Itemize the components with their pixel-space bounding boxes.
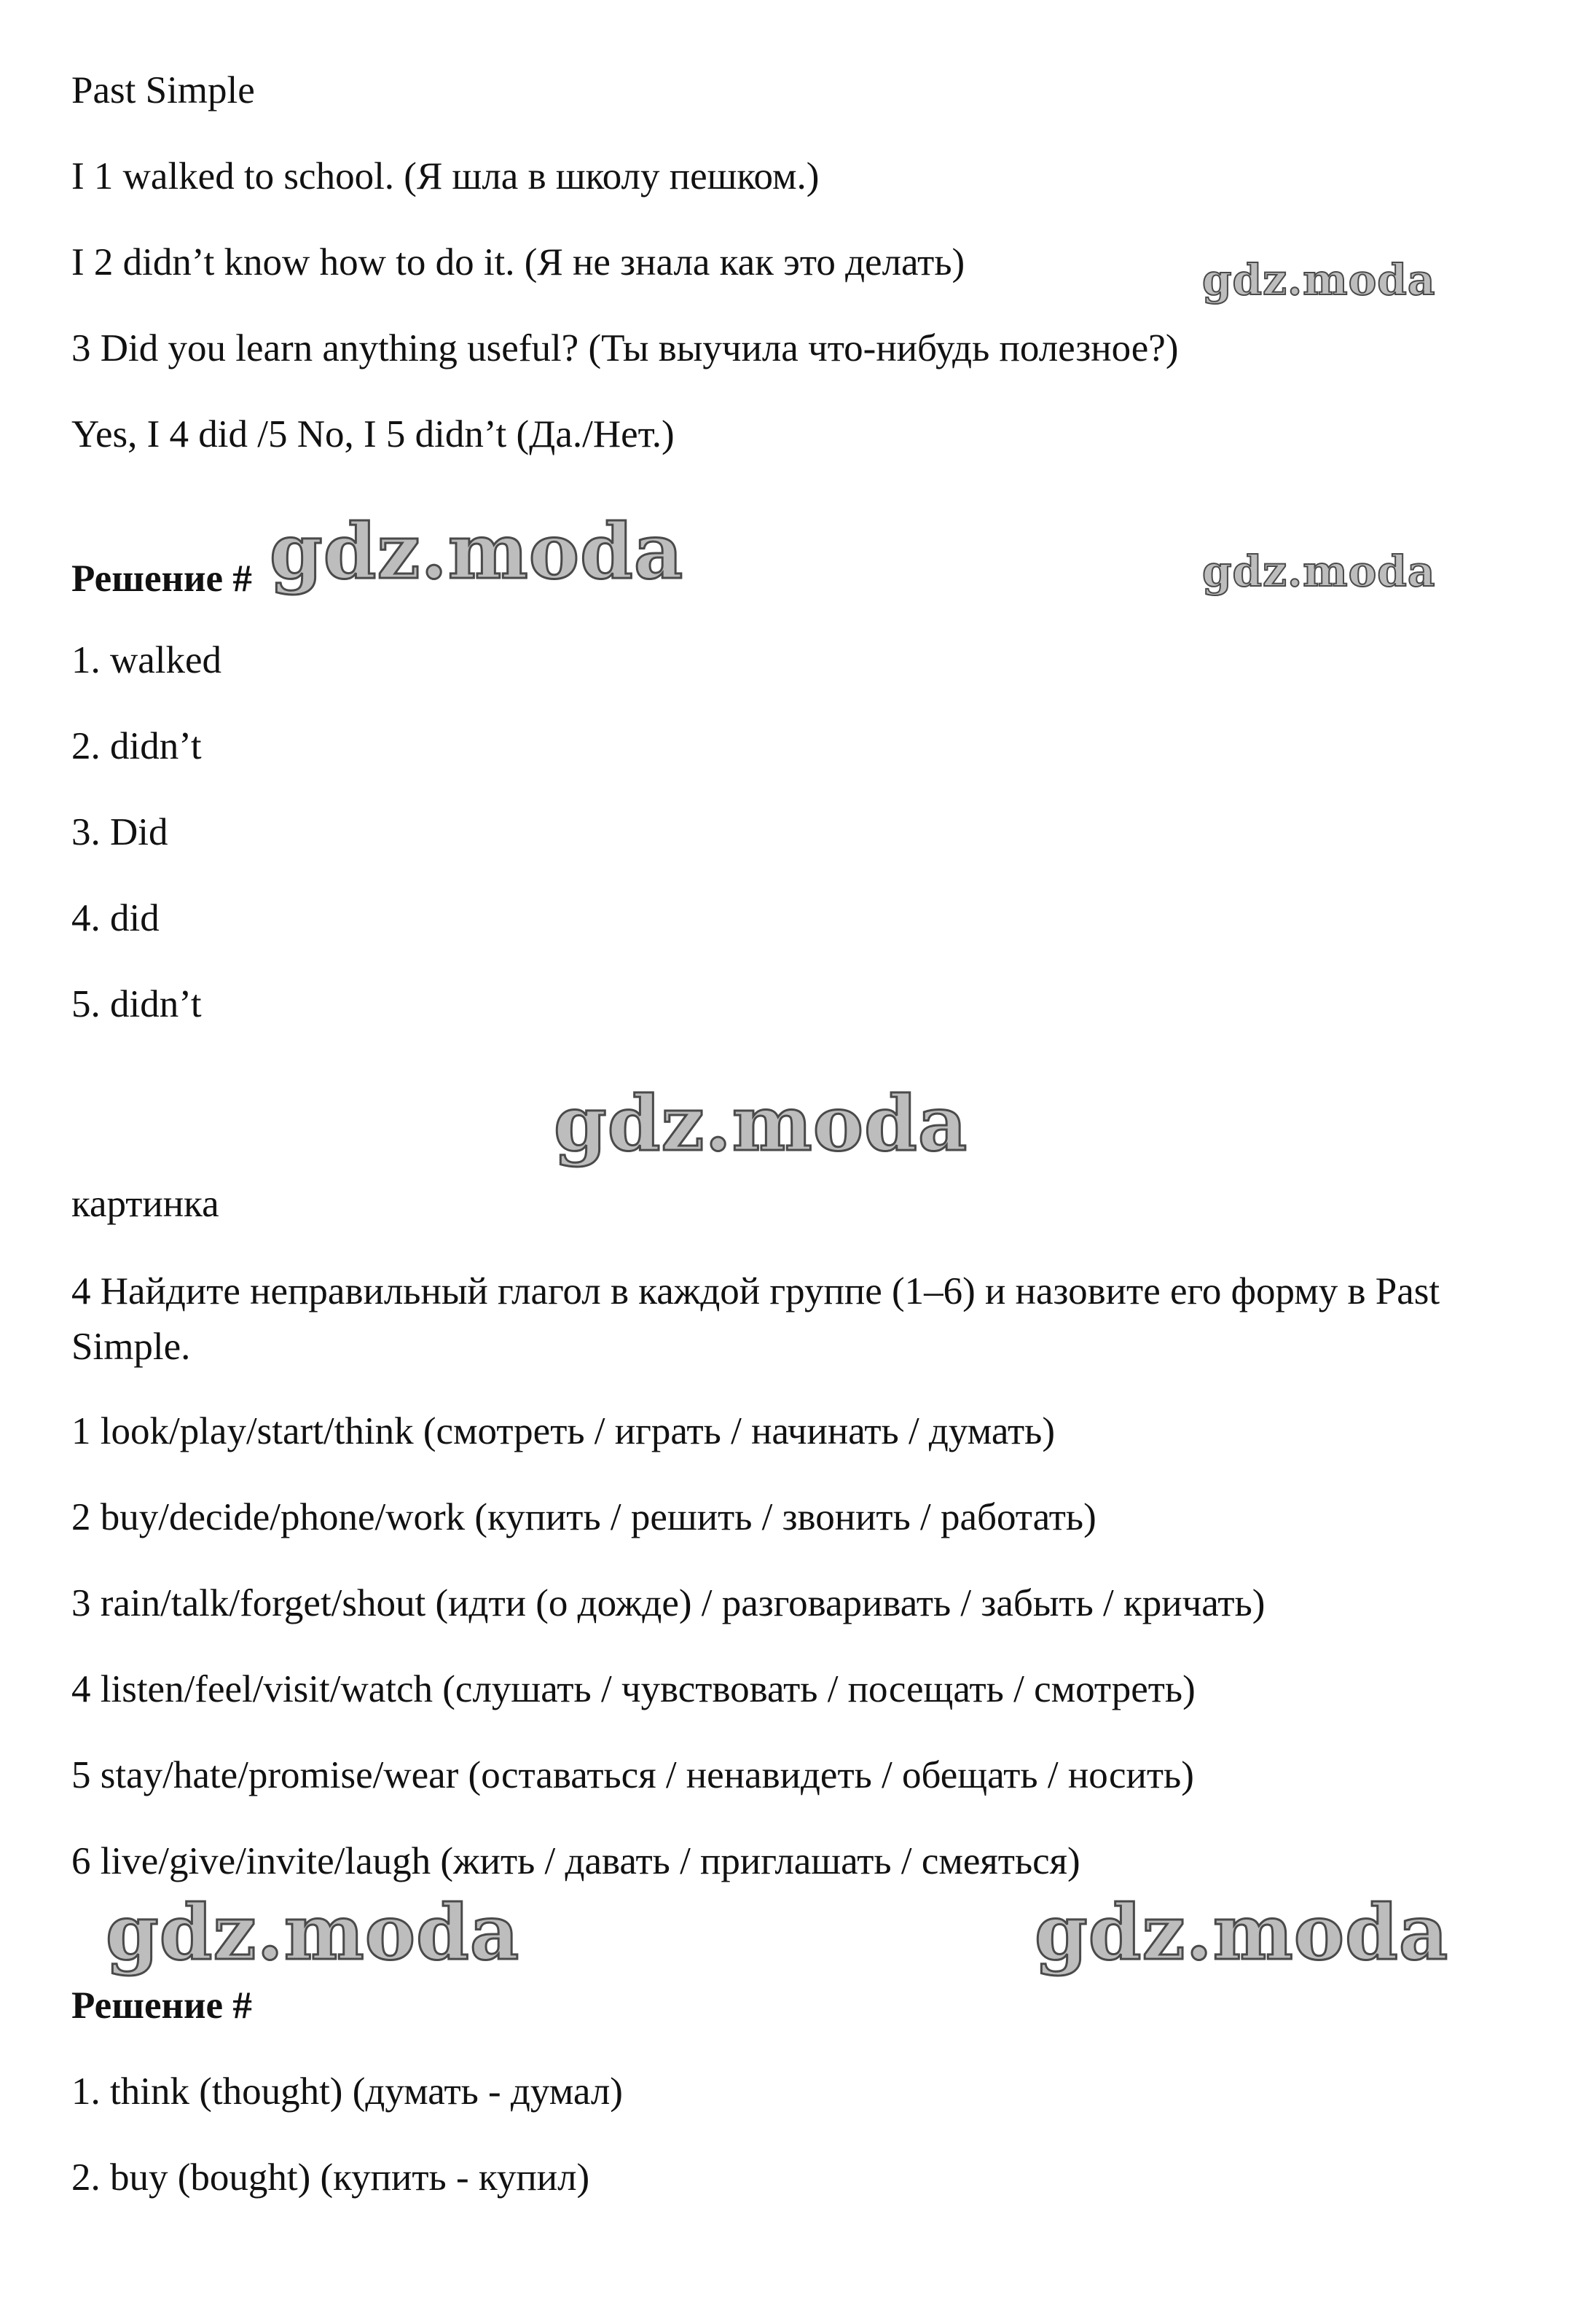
- watermark-logo: gdz.moda: [106, 1887, 520, 1977]
- watermark-logo: gdz.moda: [1035, 1887, 1449, 1977]
- solution-heading: Решение #: [71, 1984, 252, 2027]
- answer-item: 2. buy (bought) (купить - купил): [71, 2156, 590, 2199]
- task-item: 1 look/play/start/think (смотреть / играть / начинать / думать): [71, 1410, 1055, 1452]
- answer-item: 1. walked: [71, 639, 222, 681]
- exercise-line-1: I 1 walked to school. (Я шла в школу пешком.): [71, 155, 820, 197]
- exercise-line-4: Yes, I 4 did /5 No, I 5 didn’t (Да./Нет.): [71, 413, 675, 455]
- answer-item: 5. didn’t: [71, 983, 202, 1025]
- answer-item: 3. Did: [71, 811, 168, 853]
- answer-item: 1. think (thought) (думать - думал): [71, 2070, 623, 2113]
- answer-item: 2. didn’t: [71, 725, 202, 767]
- picture-label: картинка: [71, 1183, 219, 1225]
- task-item: 4 listen/feel/visit/watch (слушать / чувствовать / посещать / смотреть): [71, 1668, 1196, 1710]
- task-item: 5 stay/hate/promise/wear (оставаться / ненавидеть / обещать / носить): [71, 1754, 1194, 1796]
- task-prompt: 4 Найдите неправильный глагол в каждой группе (1–6) и назовите его форму в Past Simple.: [71, 1270, 1440, 1368]
- watermark-logo: gdz.moda: [554, 1079, 968, 1168]
- task-item: 3 rain/talk/forget/shout (идти (о дожде) / разговаривать / забыть / кричать): [71, 1582, 1266, 1624]
- exercise-line-2: I 2 didn’t know how to do it. (Я не знала как это делать): [71, 241, 965, 283]
- task-item: 6 live/give/invite/laugh (жить / давать / приглашать / смеяться): [71, 1840, 1080, 1882]
- answer-item: 4. did: [71, 897, 160, 939]
- watermark-logo: gdz.moda: [1202, 547, 1436, 596]
- exercise-line-3: 3 Did you learn anything useful? (Ты выучила что-нибудь полезное?): [71, 327, 1179, 369]
- watermark-logo: gdz.moda: [1202, 255, 1436, 305]
- solution-heading: Решение #: [71, 557, 252, 600]
- section-title: Past Simple: [71, 69, 255, 111]
- watermark-logo: gdz.moda: [270, 506, 684, 596]
- task-item: 2 buy/decide/phone/work (купить / решить / звонить / работать): [71, 1496, 1096, 1538]
